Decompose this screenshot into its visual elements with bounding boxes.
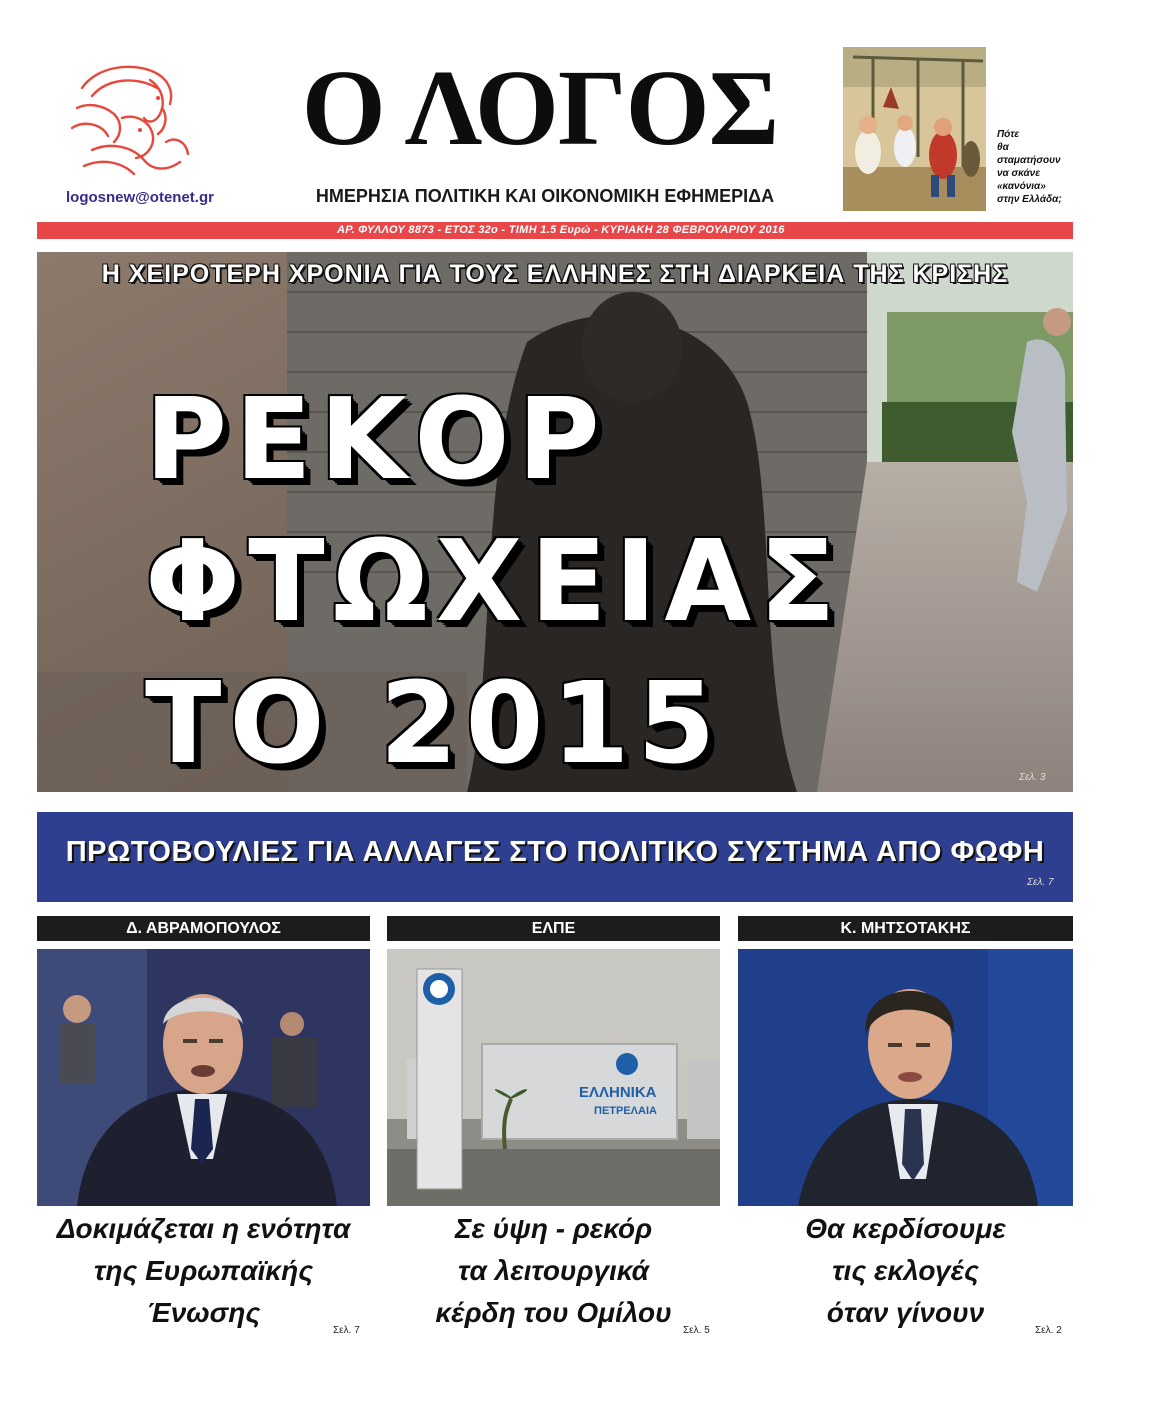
lead-headline-line-3: ΤΟ 2015 — [145, 659, 724, 789]
column-photo-1 — [37, 949, 370, 1206]
column-page-ref-3: Σελ. 2 — [1035, 1325, 1062, 1336]
column-photo-3 — [738, 949, 1073, 1206]
cartoon-caption: Πότε θα σταματήσουν να σκάνε «κανόνια» στην Ελλάδα; — [997, 129, 1062, 205]
lead-headline-line-2: ΦΤΩΧΕΙΑΣ — [145, 517, 844, 647]
banner-headline: ΠΡΩΤΟΒΟΥΛΙΕΣ ΓΙΑ ΑΛΛΑΓΕΣ ΣΤΟ ΠΟΛΙΤΙΚΟ ΣΥΣΤΗΜΑ ΑΠΟ ΦΩΦΗ — [65, 836, 1045, 868]
column-label-3: Κ. ΜΗΤΣΟΤΑΚΗΣ — [738, 916, 1073, 941]
photo-sign-line-1: ΕΛΛΗΝΙΚΑ — [579, 1084, 657, 1101]
column-headline-1[interactable]: Δοκιμάζεται η ενότητα της Ευρωπαϊκής Ένωσης — [56, 1213, 351, 1328]
cartoon-image — [843, 47, 986, 211]
issue-info-bar — [37, 222, 1073, 239]
masthead-title: Ο ΛΟΓΟΣ — [301, 49, 779, 168]
masthead-subtitle: ΗΜΕΡΗΣΙΑ ΠΟΛΙΤΙΚΗ ΚΑΙ ΟΙΚΟΝΟΜΙΚΗ ΕΦΗΜΕΡΙΔΑ — [315, 186, 775, 206]
lead-headline-line-1: ΡΕΚΟΡ — [145, 375, 608, 505]
column-label-2: ΕΛΠΕ — [387, 916, 720, 941]
logo-icon — [62, 58, 202, 183]
column-photo-2 — [387, 949, 720, 1206]
column-headline-2[interactable]: Σε ύψη - ρεκόρ τα λειτουργικά κέρδη του Ομίλου — [435, 1213, 672, 1328]
lead-story-kicker: Η ΧΕΙΡΟΤΕΡΗ ΧΡΟΝΙΑ ΓΙΑ ΤΟΥΣ ΕΛΛΗΝΕΣ ΣΤΗ ΔΙΑΡΚΕΙΑ ΤΗΣ ΚΡΙΣΗΣ — [101, 260, 1009, 288]
lead-story[interactable] — [37, 252, 1073, 792]
photo-sign-line-2: ΠΕΤΡΕΛΑΙΑ — [594, 1105, 657, 1117]
issue-info-text: ΑΡ. ΦΥΛΛΟΥ 8873 - ΕΤΟΣ 32ο - ΤΙΜΗ 1.5 Ευρώ - ΚΥΡΙΑΚΗ 28 ΦΕΒΡΟΥΑΡΙΟΥ 2016 — [337, 224, 785, 236]
column-page-ref-1: Σελ. 7 — [333, 1325, 360, 1336]
column-page-ref-2: Σελ. 5 — [683, 1325, 710, 1336]
lead-page-ref: Σελ. 3 — [1019, 772, 1046, 783]
column-label-1: Δ. ΑΒΡΑΜΟΠΟΥΛΟΣ — [37, 916, 370, 941]
secondary-headline-banner[interactable] — [37, 812, 1073, 902]
banner-page-ref: Σελ. 7 — [1027, 877, 1054, 888]
column-headline-3[interactable]: Θα κερδίσουμε τις εκλογές όταν γίνουν — [805, 1213, 1006, 1328]
contact-email[interactable]: logosnew@otenet.gr — [66, 189, 214, 206]
